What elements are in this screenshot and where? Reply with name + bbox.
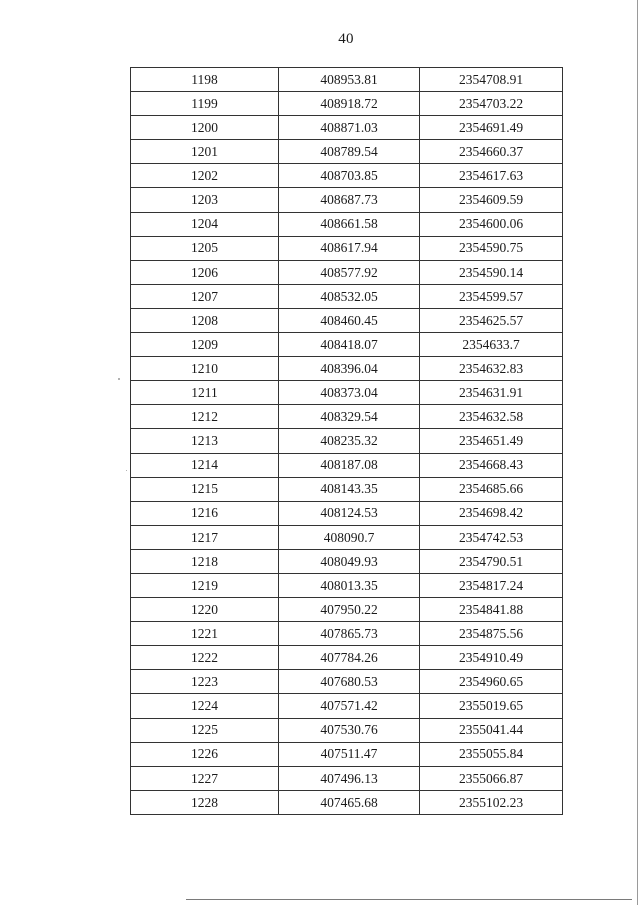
point-number-cell: 1210 [131, 357, 279, 381]
table-row [131, 68, 563, 92]
table-row [131, 357, 563, 381]
x-coordinate-cell: 407950.22 [279, 598, 420, 622]
point-number-cell: 1214 [131, 453, 279, 477]
y-coordinate-cell: 2355041.44 [420, 718, 563, 742]
table-row [131, 188, 563, 212]
table-row [131, 766, 563, 790]
y-coordinate-cell: 2354685.66 [420, 477, 563, 501]
table-row [131, 670, 563, 694]
x-coordinate-cell: 408124.53 [279, 501, 420, 525]
table-row [131, 308, 563, 332]
table-row [131, 598, 563, 622]
y-coordinate-cell: 2355019.65 [420, 694, 563, 718]
x-coordinate-cell: 408703.85 [279, 164, 420, 188]
point-number-cell: 1198 [131, 68, 279, 92]
y-coordinate-cell: 2355055.84 [420, 742, 563, 766]
table-row [131, 453, 563, 477]
x-coordinate-cell: 408532.05 [279, 284, 420, 308]
y-coordinate-cell: 2354742.53 [420, 525, 563, 549]
point-number-cell: 1204 [131, 212, 279, 236]
y-coordinate-cell: 2354632.83 [420, 357, 563, 381]
y-coordinate-cell: 2354668.43 [420, 453, 563, 477]
table-row [131, 694, 563, 718]
x-coordinate-cell: 408235.32 [279, 429, 420, 453]
point-number-cell: 1201 [131, 140, 279, 164]
y-coordinate-cell: 2354633.7 [420, 333, 563, 357]
x-coordinate-cell: 408687.73 [279, 188, 420, 212]
y-coordinate-cell: 2354698.42 [420, 501, 563, 525]
y-coordinate-cell: 2354600.06 [420, 212, 563, 236]
x-coordinate-cell: 408460.45 [279, 308, 420, 332]
y-coordinate-cell: 2354817.24 [420, 573, 563, 597]
table-row [131, 333, 563, 357]
table-row [131, 140, 563, 164]
scan-speck [118, 378, 120, 380]
x-coordinate-cell: 408418.07 [279, 333, 420, 357]
x-coordinate-cell: 408871.03 [279, 116, 420, 140]
point-number-cell: 1226 [131, 742, 279, 766]
y-coordinate-cell: 2354660.37 [420, 140, 563, 164]
table-row [131, 212, 563, 236]
x-coordinate-cell: 408577.92 [279, 260, 420, 284]
x-coordinate-cell: 407680.53 [279, 670, 420, 694]
point-number-cell: 1213 [131, 429, 279, 453]
table-row [131, 405, 563, 429]
y-coordinate-cell: 2354631.91 [420, 381, 563, 405]
x-coordinate-cell: 407465.68 [279, 790, 420, 814]
point-number-cell: 1218 [131, 549, 279, 573]
point-number-cell: 1227 [131, 766, 279, 790]
y-coordinate-cell: 2354910.49 [420, 646, 563, 670]
table-row [131, 622, 563, 646]
x-coordinate-cell: 408090.7 [279, 525, 420, 549]
point-number-cell: 1211 [131, 381, 279, 405]
x-coordinate-cell: 407511.47 [279, 742, 420, 766]
table-row [131, 718, 563, 742]
point-number-cell: 1217 [131, 525, 279, 549]
y-coordinate-cell: 2354590.75 [420, 236, 563, 260]
table-row [131, 284, 563, 308]
table-row [131, 116, 563, 140]
y-coordinate-cell: 2354625.57 [420, 308, 563, 332]
page-number: 40 [338, 31, 354, 47]
point-number-cell: 1212 [131, 405, 279, 429]
x-coordinate-cell: 408373.04 [279, 381, 420, 405]
table-row [131, 790, 563, 814]
point-number-cell: 1202 [131, 164, 279, 188]
point-number-cell: 1203 [131, 188, 279, 212]
table-row [131, 236, 563, 260]
y-coordinate-cell: 2355102.23 [420, 790, 563, 814]
point-number-cell: 1205 [131, 236, 279, 260]
point-number-cell: 1224 [131, 694, 279, 718]
table-row [131, 549, 563, 573]
x-coordinate-cell: 408013.35 [279, 573, 420, 597]
y-coordinate-cell: 2354599.57 [420, 284, 563, 308]
point-number-cell: 1199 [131, 92, 279, 116]
point-number-cell: 1223 [131, 670, 279, 694]
point-number-cell: 1215 [131, 477, 279, 501]
table-row [131, 501, 563, 525]
y-coordinate-cell: 2354875.56 [420, 622, 563, 646]
point-number-cell: 1216 [131, 501, 279, 525]
point-number-cell: 1225 [131, 718, 279, 742]
scan-speck [126, 470, 127, 471]
table-row [131, 573, 563, 597]
y-coordinate-cell: 2354617.63 [420, 164, 563, 188]
x-coordinate-cell: 408918.72 [279, 92, 420, 116]
table-row [131, 646, 563, 670]
table-row [131, 525, 563, 549]
y-coordinate-cell: 2354703.22 [420, 92, 563, 116]
point-number-cell: 1208 [131, 308, 279, 332]
point-number-cell: 1209 [131, 333, 279, 357]
y-coordinate-cell: 2354841.88 [420, 598, 563, 622]
x-coordinate-cell: 408661.58 [279, 212, 420, 236]
x-coordinate-cell: 408143.35 [279, 477, 420, 501]
point-number-cell: 1219 [131, 573, 279, 597]
x-coordinate-cell: 408049.93 [279, 549, 420, 573]
point-number-cell: 1221 [131, 622, 279, 646]
scan-edge-bottom [186, 899, 632, 900]
x-coordinate-cell: 408329.54 [279, 405, 420, 429]
y-coordinate-cell: 2354691.49 [420, 116, 563, 140]
y-coordinate-cell: 2354632.58 [420, 405, 563, 429]
table-row [131, 92, 563, 116]
point-number-cell: 1228 [131, 790, 279, 814]
table-row [131, 477, 563, 501]
x-coordinate-cell: 407530.76 [279, 718, 420, 742]
y-coordinate-cell: 2355066.87 [420, 766, 563, 790]
point-number-cell: 1207 [131, 284, 279, 308]
x-coordinate-cell: 408396.04 [279, 357, 420, 381]
y-coordinate-cell: 2354590.14 [420, 260, 563, 284]
point-number-cell: 1220 [131, 598, 279, 622]
coordinates-table [130, 67, 563, 815]
y-coordinate-cell: 2354790.51 [420, 549, 563, 573]
point-number-cell: 1200 [131, 116, 279, 140]
x-coordinate-cell: 407784.26 [279, 646, 420, 670]
point-number-cell: 1206 [131, 260, 279, 284]
y-coordinate-cell: 2354609.59 [420, 188, 563, 212]
x-coordinate-cell: 407571.42 [279, 694, 420, 718]
table-row [131, 381, 563, 405]
x-coordinate-cell: 407496.13 [279, 766, 420, 790]
y-coordinate-cell: 2354651.49 [420, 429, 563, 453]
table-body [131, 68, 563, 815]
x-coordinate-cell: 407865.73 [279, 622, 420, 646]
x-coordinate-cell: 408187.08 [279, 453, 420, 477]
x-coordinate-cell: 408789.54 [279, 140, 420, 164]
x-coordinate-cell: 408617.94 [279, 236, 420, 260]
table-row [131, 260, 563, 284]
table-row [131, 742, 563, 766]
table-row [131, 164, 563, 188]
table-row [131, 429, 563, 453]
scan-edge-right [637, 0, 638, 905]
point-number-cell: 1222 [131, 646, 279, 670]
x-coordinate-cell: 408953.81 [279, 68, 420, 92]
y-coordinate-cell: 2354708.91 [420, 68, 563, 92]
y-coordinate-cell: 2354960.65 [420, 670, 563, 694]
